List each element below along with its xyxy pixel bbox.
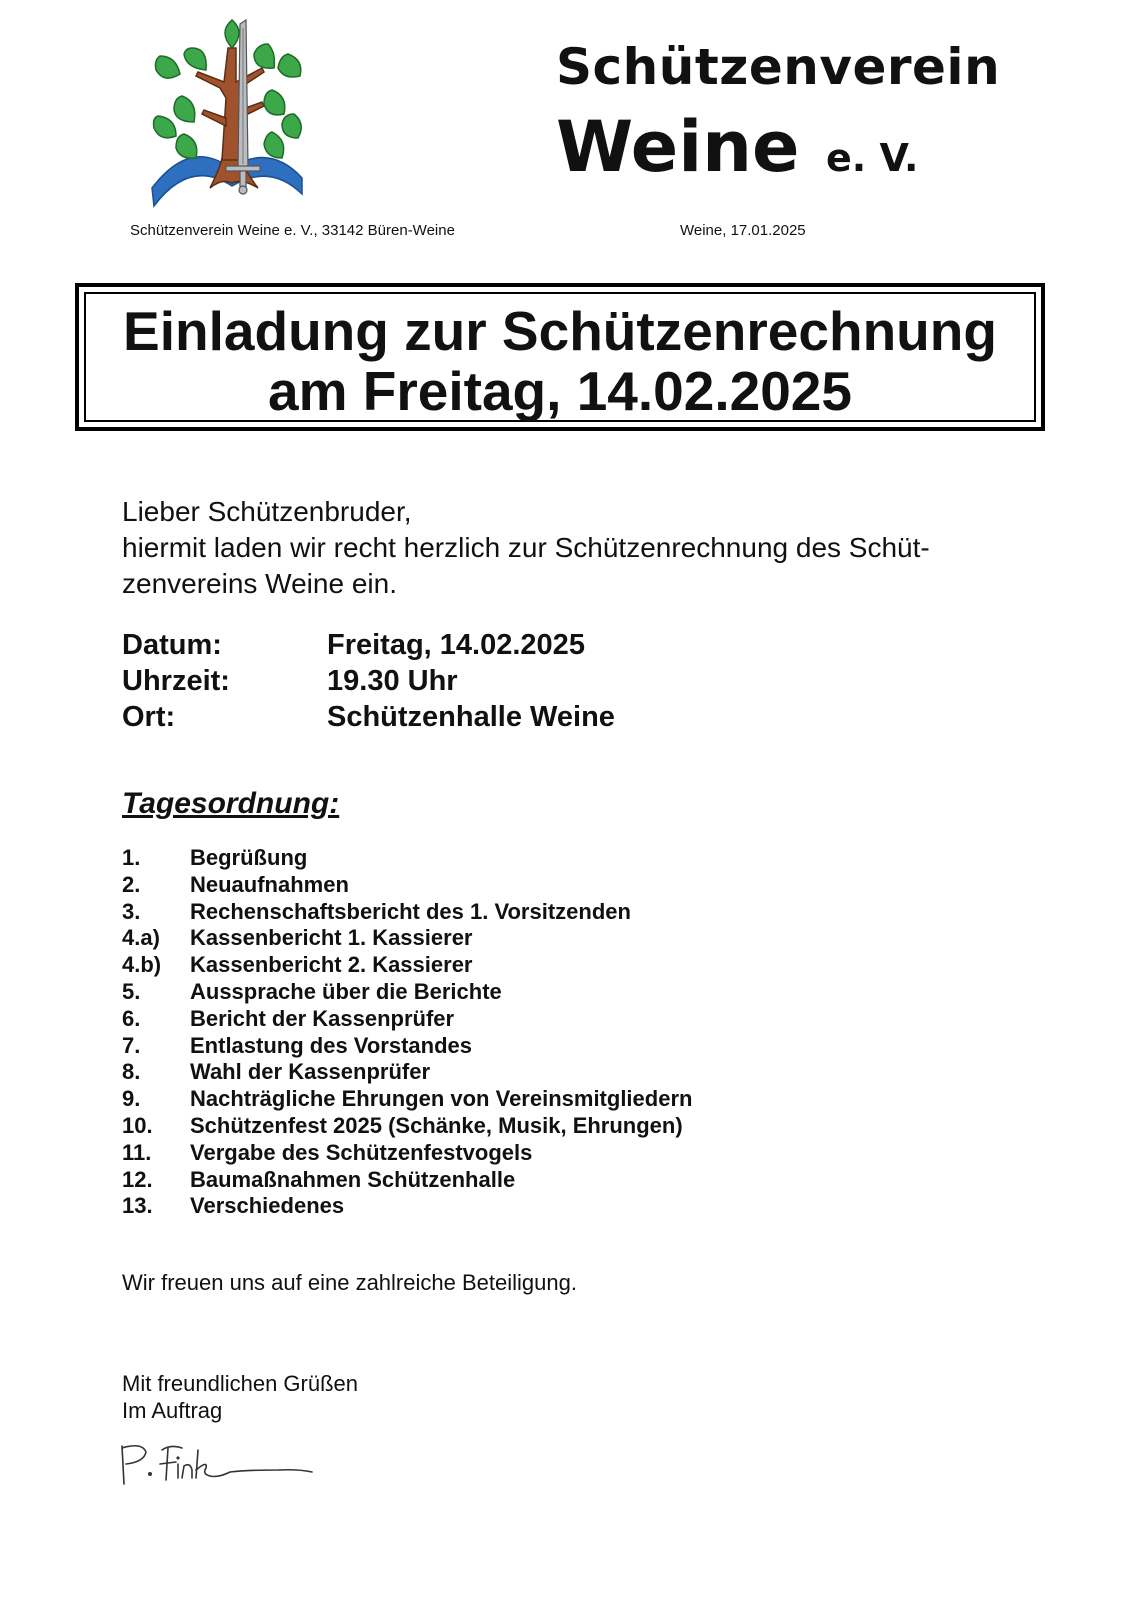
agenda-item-text: Vergabe des Schützenfestvogels bbox=[190, 1139, 533, 1165]
agenda-item-text: Rechenschaftsbericht des 1. Vorsitzenden bbox=[190, 898, 631, 924]
agenda-item bbox=[122, 925, 692, 952]
agenda-item bbox=[122, 1033, 692, 1060]
agenda-item bbox=[122, 1167, 692, 1194]
agenda-item bbox=[122, 1059, 692, 1086]
agenda-item-number: 7. bbox=[122, 1032, 141, 1058]
title-box-inner-frame bbox=[84, 292, 1036, 422]
club-suffix: e. V. bbox=[826, 136, 919, 180]
agenda-item-number: 1. bbox=[122, 845, 141, 870]
detail-label: Datum: bbox=[122, 629, 222, 661]
agenda-item-number: 3. bbox=[122, 898, 141, 924]
club-name-line1: Schützenverein bbox=[556, 38, 1001, 96]
sender-address: Schützenverein Weine e. V., 33142 Büren-Weine bbox=[130, 222, 455, 239]
title-line1: Einladung zur Schützenrechnung bbox=[123, 300, 997, 362]
detail-value: 19.30 Uhr bbox=[327, 665, 458, 697]
event-details bbox=[122, 627, 615, 735]
agenda-item-text: Kassenbericht 2. Kassierer bbox=[190, 952, 473, 978]
agenda-item bbox=[122, 1006, 692, 1033]
detail-row-location bbox=[122, 699, 615, 735]
agenda-item-number: 2. bbox=[122, 871, 141, 897]
intro-line: zenvereins Weine ein. bbox=[122, 568, 397, 599]
salutation: Lieber Schützenbruder, bbox=[122, 496, 412, 527]
detail-row-date bbox=[122, 627, 615, 663]
agenda-heading: Tagesordnung: bbox=[122, 787, 340, 820]
signature-icon bbox=[118, 1440, 318, 1495]
agenda-item-number: 4.a) bbox=[122, 925, 160, 951]
agenda-item-text: Nachträgliche Ehrungen von Vereinsmitgliedern bbox=[190, 1086, 693, 1112]
agenda-item-number: 12. bbox=[122, 1166, 153, 1192]
detail-value: Freitag, 14.02.2025 bbox=[327, 629, 585, 661]
agenda-item bbox=[122, 979, 692, 1006]
agenda-item-number: 11. bbox=[122, 1139, 152, 1165]
place-date: Weine, 17.01.2025 bbox=[680, 222, 806, 239]
title-box bbox=[75, 283, 1045, 431]
regards-block bbox=[122, 1370, 358, 1424]
agenda-item bbox=[122, 872, 692, 899]
agenda-item-text: Verschiedenes bbox=[190, 1193, 345, 1219]
agenda-item bbox=[122, 845, 692, 872]
intro-line: hiermit laden wir recht herzlich zur Schützenrechnung des Schüt- bbox=[122, 532, 930, 563]
agenda-item bbox=[122, 1193, 692, 1220]
agenda-item-text: Aussprache über die Berichte bbox=[190, 978, 502, 1004]
detail-label: Uhrzeit: bbox=[122, 665, 230, 697]
agenda-item-number: 13. bbox=[122, 1193, 153, 1219]
regards-line: Mit freundlichen Grüßen bbox=[122, 1371, 358, 1396]
closing-sentence: Wir freuen uns auf eine zahlreiche Beteiligung. bbox=[122, 1270, 577, 1295]
detail-row-time bbox=[122, 663, 615, 699]
agenda-item-number: 9. bbox=[122, 1086, 141, 1112]
agenda-item bbox=[122, 1113, 692, 1140]
agenda-item-text: Begrüßung bbox=[190, 845, 308, 870]
agenda-item-text: Entlastung des Vorstandes bbox=[190, 1032, 472, 1058]
regards-line: Im Auftrag bbox=[122, 1398, 223, 1423]
agenda-item-text: Bericht der Kassenprüfer bbox=[190, 1005, 455, 1031]
agenda-item-text: Schützenfest 2025 (Schänke, Musik, Ehrungen) bbox=[190, 1112, 683, 1138]
club-logo-icon bbox=[150, 18, 310, 210]
agenda-item bbox=[122, 1086, 692, 1113]
agenda-item bbox=[122, 952, 692, 979]
detail-value: Schützenhalle Weine bbox=[327, 701, 615, 733]
agenda-item-number: 4.b) bbox=[122, 952, 162, 978]
agenda-item-number: 6. bbox=[122, 1005, 141, 1031]
agenda-item-text: Baumaßnahmen Schützenhalle bbox=[190, 1166, 516, 1192]
club-name-line2: Weine bbox=[556, 106, 800, 188]
agenda-item bbox=[122, 1140, 692, 1167]
agenda-item-text: Neuaufnahmen bbox=[190, 871, 349, 897]
detail-label: Ort: bbox=[122, 701, 176, 733]
intro-text bbox=[122, 494, 1022, 602]
agenda-item-number: 10. bbox=[122, 1112, 153, 1138]
title-line2: am Freitag, 14.02.2025 bbox=[268, 360, 852, 422]
agenda-item-number: 8. bbox=[122, 1059, 141, 1085]
agenda-item-text: Kassenbericht 1. Kassierer bbox=[190, 925, 473, 951]
agenda-item-text: Wahl der Kassenprüfer bbox=[190, 1059, 431, 1085]
agenda-item-number: 5. bbox=[122, 978, 141, 1004]
agenda-item bbox=[122, 899, 692, 926]
agenda-list bbox=[122, 845, 692, 1220]
